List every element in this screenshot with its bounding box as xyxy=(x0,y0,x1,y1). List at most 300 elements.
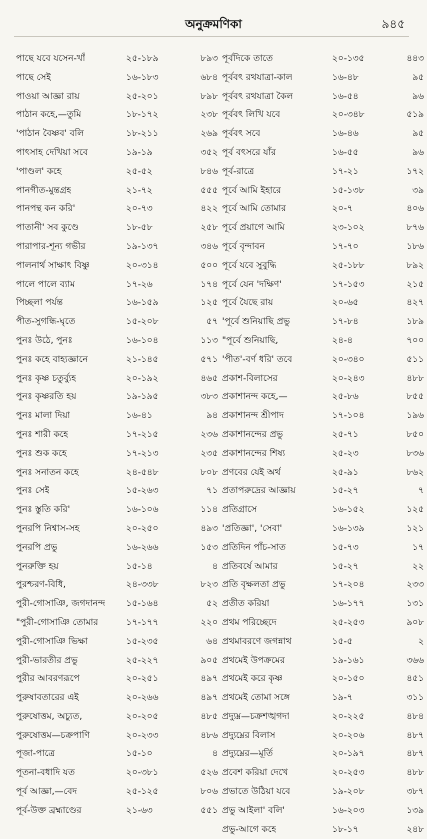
entry-page: ২৩৩ xyxy=(406,580,424,591)
entry-reference: ২০-২৫৩ xyxy=(332,768,365,779)
entry-reference: ২৪-৫৪৮ xyxy=(126,467,159,478)
entry-reference: ২৫-৫২ xyxy=(126,166,153,177)
index-entry xyxy=(14,633,218,652)
entry-reference: ১৬-১০৪ xyxy=(126,335,159,346)
entry-text: পূর্ববৎ রথযাত্রা-কাল xyxy=(222,72,293,83)
entry-reference: ১৫-১৩৮ xyxy=(332,185,365,196)
entry-text: পুনরপি প্রভু xyxy=(16,542,58,553)
entry-page: ৬৪ xyxy=(206,636,218,647)
entry-text: প্রণবের যেই অর্থ xyxy=(222,467,281,478)
index-entry xyxy=(14,652,218,671)
index-entry xyxy=(14,520,218,539)
index-entry xyxy=(220,426,424,445)
entry-reference: ১৭-৭০ xyxy=(332,241,359,252)
entry-page: ৫০০ xyxy=(200,260,218,271)
entry-reference: ২০-২২৫ xyxy=(332,711,365,722)
entry-page: ৪৮৭ xyxy=(406,730,424,741)
entry-reference: ১৫-১০ xyxy=(126,749,153,760)
entry-reference: ২৫-২২৭ xyxy=(126,655,159,666)
entry-text: পূর্বে আমি তোমার xyxy=(222,204,287,215)
index-entry xyxy=(220,388,424,407)
entry-reference: ১৭-৮৪ xyxy=(332,317,359,328)
entry-page: ৪৮৬ xyxy=(200,730,218,741)
entry-text: পুরী-ভারতীর প্রভু xyxy=(16,655,78,666)
entry-reference: ২০-২৫০ xyxy=(126,523,159,534)
entry-reference: ২৪-৩৩৮ xyxy=(126,580,159,591)
index-entry xyxy=(220,539,424,558)
index-entry xyxy=(14,501,218,520)
entry-reference: ২০-১৩৫ xyxy=(332,54,365,64)
entry-text: প্রকাশানন্দ শ্রীপাদ xyxy=(222,411,284,422)
entry-text: পুরুষোত্তম, অচ্যুত, xyxy=(16,711,83,722)
entry-text: প্রথমেই করে কৃষ্ণ xyxy=(222,674,283,685)
entry-page: ৪২২ xyxy=(200,204,218,215)
entry-reference: ২৫-২০১ xyxy=(126,91,159,102)
entry-page: ৪৬৫ xyxy=(200,373,218,384)
entry-text: পাঠান কহে,—তুমি xyxy=(16,110,82,121)
index-entry xyxy=(14,69,218,88)
entry-text: পূর্ব-রাত্রে xyxy=(222,166,255,177)
entry-text: প্রকাশ-বিলাসের xyxy=(222,373,278,384)
entry-page: ৮৬২ xyxy=(406,467,424,478)
entry-text: "পূর্বে শুনিয়াছি, xyxy=(222,335,279,346)
entry-page: ১২৫ xyxy=(200,298,218,309)
entry-page: ২১৫ xyxy=(406,279,424,290)
entry-text: পুনঃ কৃষ্ণরতি হয় xyxy=(16,392,77,403)
entry-text: পুনরপি নিশ্বাস-সহ xyxy=(16,523,80,534)
entry-page: ৫২ xyxy=(206,599,218,610)
entry-text: প্রথমেই তোমা সঙ্গে xyxy=(222,693,290,704)
entry-reference: ১৭-২১৩ xyxy=(126,448,159,459)
entry-reference: ১৫-১৬৪ xyxy=(126,599,159,610)
entry-page: ১৩১ xyxy=(406,599,424,610)
index-entry xyxy=(14,426,218,445)
entry-reference: ১৯-১৩৭ xyxy=(126,241,159,252)
entry-reference: ১৮-৫৮ xyxy=(126,223,153,234)
entry-page: ৪৮৮ xyxy=(406,373,424,384)
index-entry xyxy=(220,407,424,426)
entry-text: প্রকাশানন্দ কহে,— xyxy=(222,392,288,403)
index-entry xyxy=(220,50,424,69)
entry-text: পূর্বে বৃন্দাবন xyxy=(222,241,265,252)
entry-text: প্রকাশানন্দের শিষ্য xyxy=(222,448,286,459)
entry-text: পুনঃ শারী কহে xyxy=(16,429,69,440)
index-entry xyxy=(14,144,218,163)
entry-reference: ২৫-৮৬ xyxy=(332,392,359,403)
entry-reference: ১৮-১৭২ xyxy=(126,110,159,121)
index-column-left xyxy=(14,50,218,821)
entry-text: পূর্ব বৎসরে যাঁর xyxy=(222,147,276,158)
index-entry xyxy=(14,445,218,464)
entry-reference: ১৫-২০৮ xyxy=(126,317,159,328)
entry-text: পূতনা-বধাদি যত xyxy=(16,768,75,779)
index-entry xyxy=(220,783,424,802)
entry-text: পূর্বে যবে সুবুদ্ধি xyxy=(222,260,277,271)
entry-reference: ১৭-১৫৩ xyxy=(332,279,365,290)
entry-text: পুনঃ সনাতন কহে xyxy=(16,467,79,478)
entry-text: পূর্বে যৈছে রায় xyxy=(222,298,274,309)
entry-page: ৪৮৭ xyxy=(406,749,424,760)
entry-page: ২২০ xyxy=(200,617,218,628)
entry-page: ৯৫ xyxy=(412,129,424,140)
entry-page: ৯৪ xyxy=(206,411,218,422)
entry-reference: ২১-১৪৫ xyxy=(126,354,159,365)
entry-reference: ১৭-২০৪ xyxy=(332,580,365,591)
entry-text: প্রথমাবরণে জগন্নাথ xyxy=(222,636,292,647)
index-entry xyxy=(220,106,424,125)
entry-page: ৫৫১ xyxy=(200,805,218,816)
entry-text: পাতানী' সব কুণ্ডে xyxy=(16,223,79,234)
entry-reference: ২৪-৪ xyxy=(332,335,353,346)
entry-page: ৮৯২ xyxy=(406,260,424,271)
entry-reference: ১৬-১৮৩ xyxy=(126,72,159,83)
entry-text: পূর্ব-উক্ত ব্রহ্মাণ্ডের xyxy=(16,805,82,816)
entry-text: প্রদ্যুম্নের—মূর্তি xyxy=(222,749,273,760)
entry-page: ৫৫৫ xyxy=(200,185,218,196)
index-entry xyxy=(220,88,424,107)
entry-page: ৮০৮ xyxy=(200,467,218,478)
entry-reference: ১৭-১৭৭ xyxy=(126,617,159,628)
entry-page: ৭ xyxy=(418,486,424,497)
entry-page: ৪৮৪ xyxy=(406,711,424,722)
entry-reference: ২০-১৫০ xyxy=(332,674,365,685)
entry-page: ৩৪৬ xyxy=(200,241,218,252)
index-entry xyxy=(220,200,424,219)
entry-text: পালে পালে ব্যাম xyxy=(16,279,76,290)
entry-page: ১২১ xyxy=(406,523,424,534)
entry-text: প্রতি বৃক্ষলতা প্রভু xyxy=(222,580,286,591)
entry-text: পূর্বে প্রয়াগে আমি xyxy=(222,223,285,234)
index-entry xyxy=(220,69,424,88)
entry-reference: ১৮-২১১ xyxy=(126,129,159,140)
index-entry xyxy=(14,670,218,689)
index-entry xyxy=(220,633,424,652)
entry-reference: ১৯-১৯৫ xyxy=(126,392,159,403)
entry-page: ২৩৬ xyxy=(200,429,218,440)
entry-page: ২৫৮ xyxy=(200,223,218,234)
entry-text: 'প্রতিজ্ঞা', 'সেবা' xyxy=(222,523,283,534)
entry-reference: ২০-৩৪৮ xyxy=(332,110,365,121)
entry-page: ৮৫৫ xyxy=(406,392,424,403)
entry-text: প্রভু আইলা' বলি' xyxy=(222,805,285,816)
index-entry xyxy=(14,182,218,201)
entry-text: প্রতাপরুদ্রের আজ্ঞায় xyxy=(222,486,296,497)
index-entry xyxy=(220,670,424,689)
entry-page: ১৯৬ xyxy=(406,411,424,422)
entry-page: ৯৬ xyxy=(412,147,424,158)
entry-page: ১৭ xyxy=(412,542,424,553)
entry-text: পুনঃ স্তুতি করি' xyxy=(16,505,71,516)
index-entry xyxy=(220,238,424,257)
entry-page: ২৬৯ xyxy=(200,129,218,140)
index-entry xyxy=(14,50,218,69)
entry-text: পানগীত-মুন্তগ্রহ xyxy=(16,185,72,196)
index-entry xyxy=(220,745,424,764)
index-entry xyxy=(220,370,424,389)
entry-reference: ২০-২৫১ xyxy=(126,674,159,685)
entry-page: ৭১ xyxy=(206,486,218,497)
entry-reference: ২০-২০৬ xyxy=(332,730,365,741)
index-entry xyxy=(14,219,218,238)
index-entry xyxy=(14,313,218,332)
index-entry xyxy=(14,614,218,633)
index-entry xyxy=(14,745,218,764)
index-entry xyxy=(220,144,424,163)
index-entry xyxy=(220,313,424,332)
entry-reference: ১৬-৪৬ xyxy=(332,129,359,140)
entry-page: ৩৬৬ xyxy=(406,655,424,666)
entry-page: ৮০৬ xyxy=(200,787,218,798)
entry-text: পানপন্থ কন করি' xyxy=(16,204,76,215)
index-entry xyxy=(220,576,424,595)
index-entry xyxy=(220,445,424,464)
page-title: অনুক্রমণিকা xyxy=(185,17,242,31)
entry-text: পুরশ্চরণ-বিধি, xyxy=(16,580,66,591)
index-entry xyxy=(220,125,424,144)
entry-page: ২৩৫ xyxy=(200,448,218,459)
entry-reference: ২০-৭ xyxy=(332,204,353,215)
entry-text: প্রথমেই উপক্রমের xyxy=(222,655,285,666)
entry-text: পুরী-গোসাঞি, জগদানন্দ xyxy=(16,599,106,610)
entry-reference: ১৯-১৯ xyxy=(126,147,153,158)
entry-text: প্রতিগ্রাসে xyxy=(222,505,257,516)
entry-text: পুনঃ শুক কহে xyxy=(16,448,67,459)
entry-text: পাওয়া আজ্ঞা রায় xyxy=(16,91,80,102)
entry-page: ৫২৬ xyxy=(200,768,218,779)
entry-page: ২৪৮ xyxy=(406,824,424,835)
entry-page: ৯৬ xyxy=(412,91,424,102)
entry-text: পূর্ব আজ্ঞা,—বেদ xyxy=(16,787,77,798)
entry-reference: ১৭-১০৪ xyxy=(332,411,365,422)
index-entry xyxy=(220,652,424,671)
entry-page: ১৩৯ xyxy=(406,805,424,816)
entry-page: ১৭২ xyxy=(406,166,424,177)
header-divider xyxy=(14,36,409,37)
index-entry xyxy=(14,88,218,107)
page-header xyxy=(0,14,427,34)
entry-reference: ১৫-১৪ xyxy=(126,561,153,572)
index-entry xyxy=(220,163,424,182)
entry-page: ৪ xyxy=(212,749,218,760)
entry-text: পুরুষাবতারের এই xyxy=(16,693,79,704)
entry-text: প্রভু-আগে কহে xyxy=(222,824,277,835)
entry-reference: ১৮-১৭ xyxy=(332,824,359,835)
entry-reference: ১৬-১৫২ xyxy=(332,505,365,516)
entry-reference: ১৫-২৩৫ xyxy=(126,636,159,647)
entry-reference: ২৫-১৮৮ xyxy=(332,260,365,271)
entry-page: ১২৫ xyxy=(406,505,424,516)
entry-page: ৬৮৪ xyxy=(200,72,218,83)
index-entry xyxy=(14,351,218,370)
index-column-right xyxy=(220,50,424,839)
entry-page: ৪৯৭ xyxy=(200,693,218,704)
entry-text: পীত-সুগন্ধি-ঘৃতে xyxy=(16,317,76,328)
entry-text: প্রথম পরিচ্ছেদে xyxy=(222,617,277,628)
entry-text: প্রকাশানন্দের প্রভু xyxy=(222,429,284,440)
index-entry xyxy=(220,821,424,839)
entry-reference: ১৭-২১ xyxy=(332,166,359,177)
entry-text: পুরী-গোসাঞি ভিক্ষা xyxy=(16,636,88,647)
entry-text: প্রদ্যুম্ন—চক্রশঙ্খগদা xyxy=(222,711,290,722)
entry-page: ৯০৫ xyxy=(200,655,218,666)
entry-reference: ১৫-৭৩ xyxy=(332,542,359,553)
index-entry xyxy=(14,482,218,501)
entry-page: ৩৫২ xyxy=(200,147,218,158)
entry-text: পাছে যবে যসেন-খাঁ xyxy=(16,54,86,64)
entry-text: পুরীর আবরণরূপে xyxy=(16,674,80,685)
entry-page: ৩৮৭ xyxy=(406,787,424,798)
index-entry xyxy=(14,407,218,426)
entry-reference: ২০-১৯৭ xyxy=(332,749,365,760)
entry-page: ৫১১ xyxy=(406,354,424,365)
entry-reference: ১৬-২০৩ xyxy=(332,805,365,816)
page-number: ৯৪৫ xyxy=(381,17,405,31)
index-entry xyxy=(14,125,218,144)
entry-reference: ২০-৩৮১ xyxy=(126,768,159,779)
index-entry xyxy=(220,501,424,520)
index-entry xyxy=(220,219,424,238)
entry-text: 'পাণ্ডল' কহে xyxy=(16,166,62,177)
entry-reference: ২০-২০৫ xyxy=(126,711,159,722)
entry-page: ২৩৮ xyxy=(200,110,218,121)
index-entry xyxy=(14,689,218,708)
entry-text: পূর্ববৎ রথযাত্রা কৈল xyxy=(222,91,294,102)
entry-text: 'পীত'-বর্ণ ধরি' তবে xyxy=(222,354,293,365)
index-entry xyxy=(14,576,218,595)
entry-text: পূর্বে আমি ইহারে xyxy=(222,185,282,196)
entry-text: পূর্ববৎ সবে xyxy=(222,129,261,140)
entry-reference: ১৬-১৭৭ xyxy=(332,599,365,610)
entry-page: ২২ xyxy=(412,561,424,572)
entry-text: প্রবেশ করিয়া দেখে xyxy=(222,768,289,779)
entry-page: ৪৮৮ xyxy=(406,768,424,779)
index-entry xyxy=(220,464,424,483)
entry-reference: ২৫-৯১ xyxy=(332,467,359,478)
entry-text: পুনরুক্তি হয় xyxy=(16,561,59,572)
index-entry xyxy=(220,351,424,370)
entry-text: পুনঃ উঠে, পুনঃ xyxy=(16,335,73,346)
entry-text: 'পূর্বে শুনিয়াছি প্রভু xyxy=(222,317,290,328)
entry-text: পূর্ববৎ লিখি যবে xyxy=(222,110,281,121)
entry-text: পূজা-পাত্রে xyxy=(16,749,55,760)
index-entry xyxy=(14,595,218,614)
entry-page: ১১৩ xyxy=(200,335,218,346)
index-entry xyxy=(220,276,424,295)
entry-reference: ২১-৭২ xyxy=(126,185,153,196)
entry-page: ৩৮৩ xyxy=(200,392,218,403)
entry-reference: ২০-২৩৩ xyxy=(126,730,159,741)
entry-text: পুনঃ কৃষ্ণ চতুর্ব্যুহ xyxy=(16,373,77,384)
entry-reference: ১৫-২৬৩ xyxy=(126,486,159,497)
entry-page: ৪২৭ xyxy=(406,298,424,309)
entry-reference: ১৯-২০৮ xyxy=(332,787,365,798)
entry-page: ৩১১ xyxy=(406,693,424,704)
entry-reference: ১৭-২৬ xyxy=(126,279,153,290)
index-entry xyxy=(14,163,218,182)
index-entry xyxy=(220,802,424,821)
entry-page: ৪০৬ xyxy=(406,204,424,215)
entry-page: ৩৯ xyxy=(412,185,424,196)
index-entry xyxy=(14,802,218,821)
index-entry xyxy=(14,708,218,727)
entry-reference: ২৫-৭১ xyxy=(332,429,359,440)
index-entry xyxy=(14,464,218,483)
entry-page: ৪৮৫ xyxy=(200,711,218,722)
index-entry xyxy=(14,106,218,125)
entry-reference: ২০-২৬৬ xyxy=(126,693,159,704)
index-entry xyxy=(14,727,218,746)
entry-page: ৫১৯ xyxy=(406,110,424,121)
entry-reference: ১৫-৫ xyxy=(332,636,353,647)
entry-page: ৫৭ xyxy=(206,317,218,328)
index-entry xyxy=(14,200,218,219)
index-entry xyxy=(220,520,424,539)
entry-page: ৮৯৮ xyxy=(200,91,218,102)
index-entry xyxy=(14,238,218,257)
index-entry xyxy=(14,764,218,783)
index-entry xyxy=(220,332,424,351)
entry-text: 'পাঠান বৈষ্ণব' বলি xyxy=(16,129,84,140)
entry-page: ৫৭১ xyxy=(200,354,218,365)
index-entry xyxy=(220,482,424,501)
index-entry xyxy=(220,558,424,577)
entry-page: ৮৯৩ xyxy=(200,54,218,64)
index-entry xyxy=(14,558,218,577)
entry-text: পুরুষোত্তম—চক্রপাণি xyxy=(16,730,90,741)
entry-text: পুনঃ মালা দিয়া xyxy=(16,411,71,422)
entry-page: ৪৫১ xyxy=(406,674,424,685)
entry-page: ৮৩৬ xyxy=(406,448,424,459)
entry-page: ৮৭৬ xyxy=(406,223,424,234)
entry-text: পুনঃ কহে বাহ্যজ্ঞানে xyxy=(16,354,88,365)
index-entry xyxy=(220,182,424,201)
index-entry xyxy=(220,614,424,633)
entry-page: ৪৯৩ xyxy=(200,523,218,534)
entry-text: প্রতীত করিয়া xyxy=(222,599,270,610)
index-entry xyxy=(220,708,424,727)
entry-reference: ২৫-২৫৩ xyxy=(332,617,365,628)
entry-page: ৪ xyxy=(212,561,218,572)
entry-page: ১৮৬ xyxy=(406,241,424,252)
entry-reference: ১৬-২৬৬ xyxy=(126,542,159,553)
entry-reference: ২৫-১২৫ xyxy=(126,787,159,798)
entry-reference: ২০-৬৫ xyxy=(332,298,359,309)
entry-reference: ১৭-২১৫ xyxy=(126,429,159,440)
index-entry xyxy=(220,257,424,276)
index-entry xyxy=(14,388,218,407)
entry-text: পাছে সেই xyxy=(16,72,51,83)
entry-reference: ২৩-১০২ xyxy=(332,223,365,234)
entry-reference: ২৫-২৩ xyxy=(332,448,359,459)
entry-text: পারাপার-শূন্য গভীর xyxy=(16,241,86,252)
index-entry xyxy=(220,689,424,708)
index-entry xyxy=(14,370,218,389)
entry-text: প্রদ্যুম্নের বিলাস xyxy=(222,730,276,741)
entry-reference: ২০-১৯২ xyxy=(126,373,159,384)
index-entry xyxy=(220,294,424,313)
entry-text: পূর্বদিকে তাতে xyxy=(222,54,273,64)
entry-text: পাৎসাহ দেখিয়া সবে xyxy=(16,147,88,158)
entry-page: ৯৫ xyxy=(412,72,424,83)
entry-reference: ২০-৩১৪ xyxy=(126,260,159,271)
entry-text: পূর্বে যেন 'দক্ষিণ' xyxy=(222,279,282,290)
entry-reference: ১৬-৪৮ xyxy=(332,72,359,83)
entry-page: ৪৪৩ xyxy=(406,54,424,64)
entry-text: পুনঃ সেই xyxy=(16,486,50,497)
entry-text: প্রতিবর্ষে আমার xyxy=(222,561,278,572)
entry-reference: ২০-৭৩ xyxy=(126,204,153,215)
index-entry xyxy=(14,276,218,295)
